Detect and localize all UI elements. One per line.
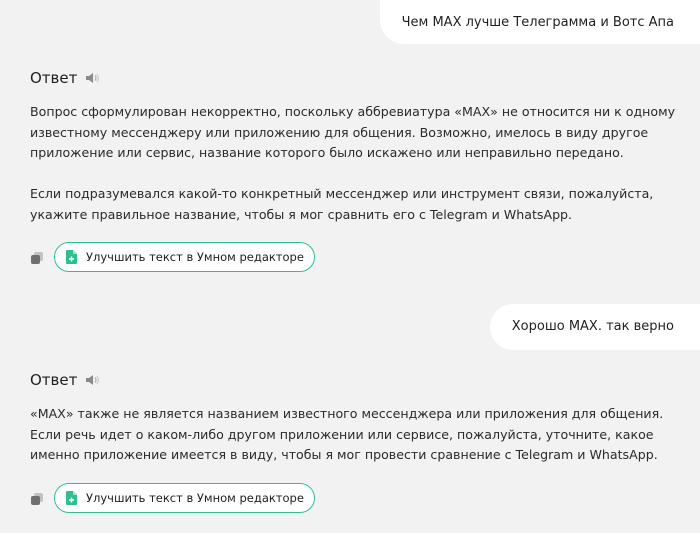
copy-icon[interactable] xyxy=(30,491,44,505)
answer-body xyxy=(30,404,680,466)
answer-paragraph: «MAX» также не является названием известного мессенджера или приложения для общения. Если речь идет о каком-либо другом приложении или сервисе, пожалуйста, уточните, какое именно приложение имеется в виду, чтобы я мог провести сравнение с Telegram и WhatsApp. xyxy=(30,406,664,462)
improve-text-label: Улучшить текст в Умном редакторе xyxy=(86,250,304,264)
user-message-bubble xyxy=(490,304,700,350)
answer-actions xyxy=(30,242,315,272)
speaker-icon[interactable] xyxy=(85,71,101,85)
answer-actions xyxy=(30,483,315,513)
user-message-text: Чем MAX лучше Телеграмма и Вотс Апа xyxy=(401,15,674,30)
answer-paragraph: Если подразумевался какой-то конкретный мессенджер или инструмент связи, пожалуйста, укажите правильное название, чтобы я мог сравнить его с Telegram и WhatsApp. xyxy=(30,186,654,222)
answer-heading xyxy=(30,371,101,389)
answer-paragraph: Вопрос сформулирован некорректно, поскольку аббревиатура «MAX» не относится ни к одному известному мессенджеру или приложению для общения. Возможно, имелось в виду другое приложение или сервис, название которого было искажено или неправильно передано. xyxy=(30,104,676,160)
answer-heading xyxy=(30,69,101,87)
copy-icon[interactable] xyxy=(30,250,44,264)
user-message-bubble xyxy=(380,0,700,44)
answer-title: Ответ xyxy=(30,371,78,389)
improve-text-label: Улучшить текст в Умном редакторе xyxy=(86,491,304,505)
improve-text-button[interactable] xyxy=(54,242,315,272)
answer-title: Ответ xyxy=(30,69,78,87)
speaker-icon[interactable] xyxy=(85,373,101,387)
smart-editor-doc-icon xyxy=(65,249,78,265)
user-message-text: Хорошо MAX. так верно xyxy=(511,319,674,334)
improve-text-button[interactable] xyxy=(54,483,315,513)
smart-editor-doc-icon xyxy=(65,490,78,506)
answer-body xyxy=(30,102,680,225)
